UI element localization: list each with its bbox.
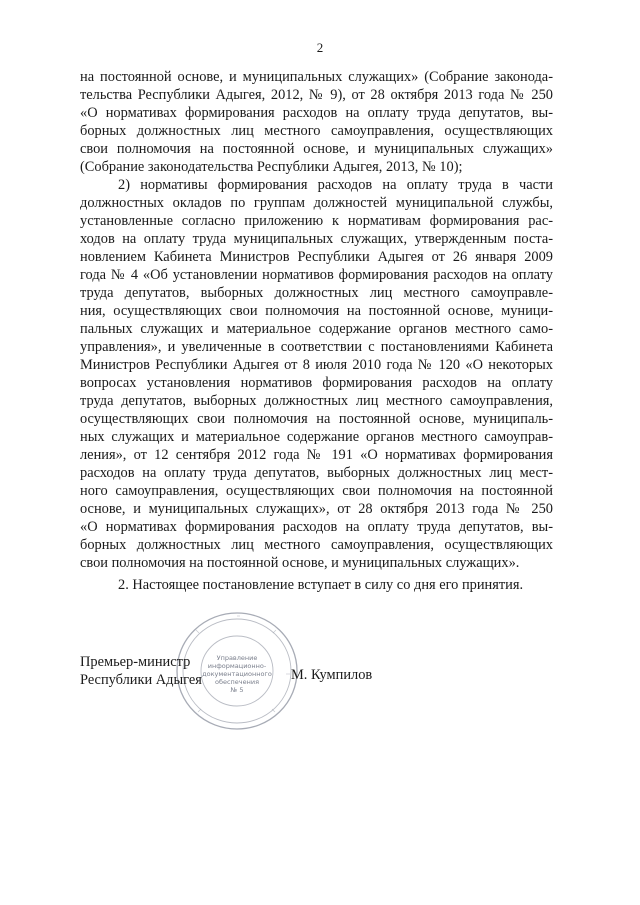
text-line: (Собрание законодательства Республики Адыгея, 2013, № 10); [80, 159, 463, 175]
text-line: пальных служащих и материальное содержание органов местного само- [80, 321, 553, 337]
text-line: ния, осуществляющих свои полномочия на постоянной основе, муници- [80, 303, 553, 319]
text-line: тельства Республики Адыгея, 2012, № 9), от 28 октября 2013 года № 250 [80, 87, 553, 103]
text-line: года № 4 «Об установлении нормативов формирования расходов на оплату [80, 267, 553, 283]
text-line: борных должностных лиц местного самоуправления, осуществляющих [80, 537, 553, 553]
text-line: ходов на оплату труда муниципальных служащих, утвержденным поста- [80, 231, 553, 247]
text-line: свои полномочия на постоянной основе, и муниципальных служащих» [80, 141, 553, 157]
signatory-title-line: Республики Адыгея [80, 672, 202, 688]
stamp-text-line: документационного [202, 670, 272, 678]
text-line: ных служащих и материальное содержание органов местного самоуправ- [80, 429, 553, 445]
text-line: на постоянной основе, и муниципальных служащих» (Собрание законода- [80, 69, 553, 85]
text-line: ления», от 12 сентября 2012 года № 191 «О нормативах формирования [80, 447, 553, 463]
text-line: 2) нормативы формирования расходов на оплату труда в части [118, 177, 553, 193]
page-number: 2 [316, 40, 324, 55]
text-line: должностных окладов по группам должностей муниципальной службы, [80, 195, 553, 211]
text-line: вопросах установления нормативов формирования расходов на оплату [80, 375, 553, 391]
stamp-text-line: информационно- [207, 662, 267, 670]
text-line: борных должностных лиц местного самоуправления, осуществляющих [80, 123, 553, 139]
text-line: свои полномочия на постоянной основе, и муниципальных служащих». [80, 555, 520, 571]
signatory-name: М. Кумпилов [291, 667, 373, 683]
signatory-title [80, 653, 202, 689]
text-line: «О нормативах формирования расходов на оплату труда депутатов, вы- [80, 105, 553, 121]
text-line: труда депутатов, выборных должностных лиц местного самоуправле- [80, 285, 553, 301]
stamp-text-line: обеспечения [214, 678, 260, 686]
closing-statement: 2. Настоящее постановление вступает в силу со дня его принятия. [118, 577, 524, 593]
stamp-text-line: Управление [216, 654, 258, 662]
text-line: основе, и муниципальных служащих», от 28 октября 2013 года № 250 [80, 501, 553, 517]
text-line: Министров Республики Адыгея от 8 июля 2010 года № 120 «О некоторых [80, 357, 553, 373]
text-line: расходов на оплату труда депутатов, выборных должностных лиц мест- [80, 465, 553, 481]
paragraph-item-2 [80, 176, 553, 572]
stamp-text-line: № 5 [230, 686, 244, 694]
text-line: управления», и увеличенные в соответствии с постановлениями Кабинета [80, 339, 553, 355]
paragraph-continuation [80, 68, 553, 176]
text-line: «О нормативах формирования расходов на оплату труда депутатов, вы- [80, 519, 553, 535]
text-line: осуществляющих свои полномочия на постоянной основе, муниципаль- [80, 411, 553, 427]
text-line: труда депутатов, выборных должностных лиц местного самоуправления, [80, 393, 553, 409]
text-line: установленные согласно приложению к нормативам формирования рас- [80, 213, 553, 229]
text-line: ного самоуправления, осуществляющих свои полномочия на постоянной [80, 483, 553, 499]
signatory-title-line: Премьер-министр [80, 654, 191, 670]
text-line: новлением Кабинета Министров Республики Адыгея от 26 января 2009 [80, 249, 553, 265]
